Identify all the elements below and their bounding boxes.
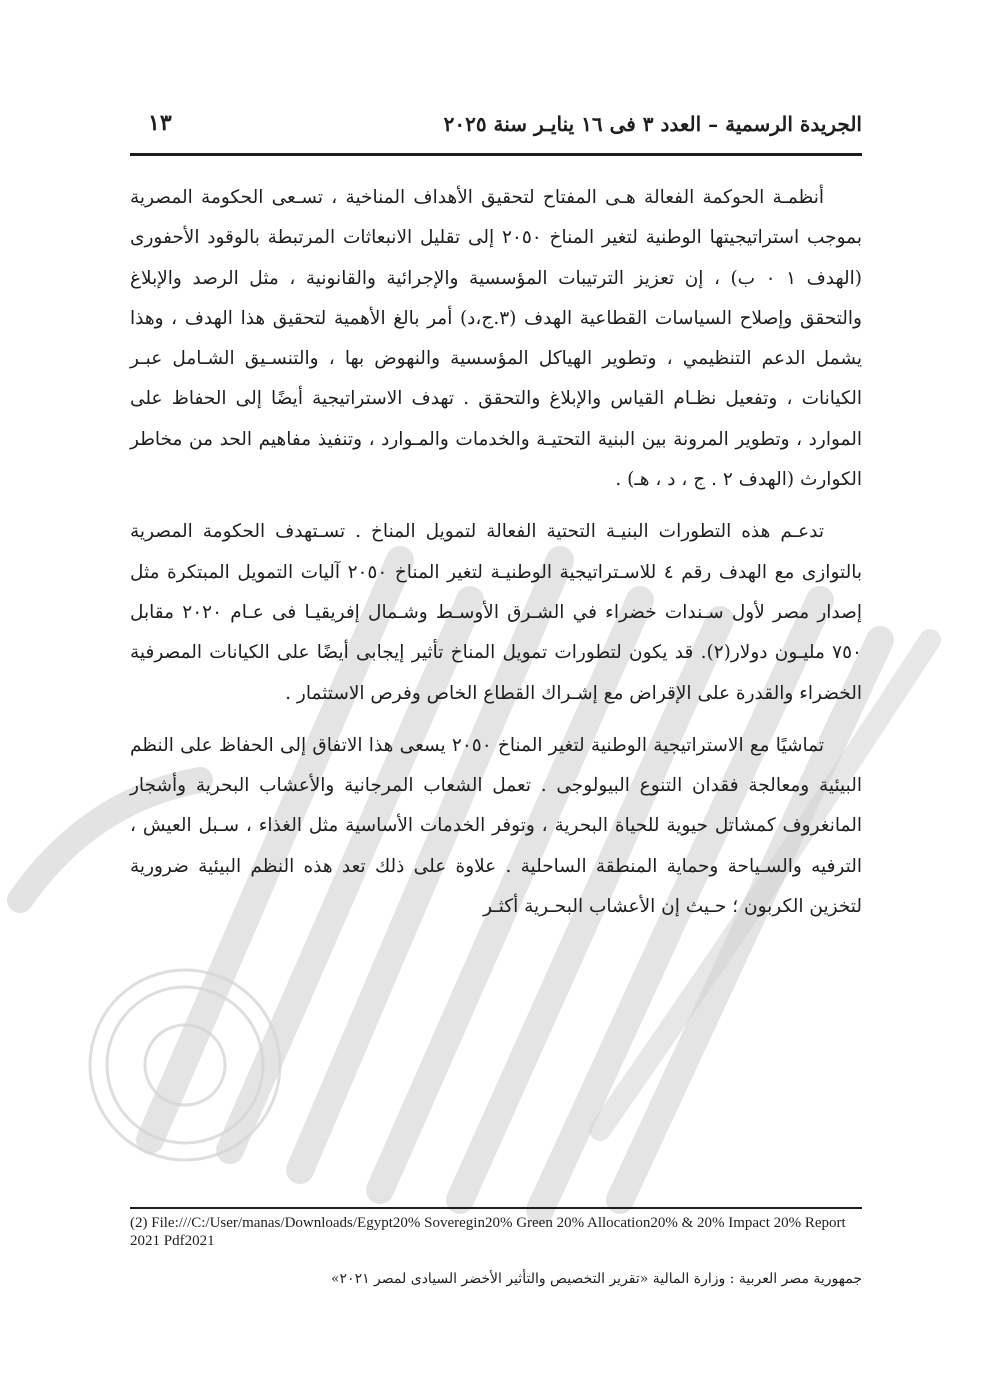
- gazette-title: الجريدة الرسمية – العدد ٣ فى ١٦ ينايـر سنة ٢٠٢٥: [443, 112, 862, 136]
- page-number: ١٣: [148, 110, 172, 136]
- footnote-source-english: (2) File:///C:/User/manas/Downloads/Egypt20% Soveregin20% Green 20% Allocation20% & 20% Impact 20% Report 2021 Pdf2021: [130, 1215, 846, 1249]
- paragraph-climate-finance: تدعـم هذه التطورات البنيـة التحتية الفعالة لتمويل المناخ . تسـتهدف الحكومة المصرية بالتوازى مع الهدف رقم ٤ للاسـتراتيجية الوطنيـة لتغير المناخ ٢٠٥٠ آليات التمويل المبتكرة مثل إصدار مصر لأول سـندات خضراء في الشـرق الأوسـط وشـمال إفريقيـا فى عـام ٢٠٢٠ مقابل ٧٥٠ مليـون دولار(٢). قد يكون لتطورات تمويل المناخ تأثير إيجابى أيضًا على الكيانات المصرفية الخضراء والقدرة على الإقراض مع إشـراك القطاع الخاص وفرص الاستثمار .: [130, 521, 863, 704]
- paragraph-ecosystems: تماشيًا مع الاستراتيجية الوطنية لتغير المناخ ٢٠٥٠ يسعى هذا الاتفاق إلى الحفاظ على النظم البيئية ومعالجة فقدان التنوع البيولوجى . تعمل الشعاب المرجانية والأعشاب البحرية وأشجار المانغروف كمشاتل حيوية للحياة البحرية ، وتوفر الخدمات الأساسية مثل الغذاء ، سـبل العيش ، الترفيه والسـياحة وحماية المنطقة الساحلية . علاوة على ذلك تعد هذه النظم البيئية ضرورية لتخزين الكربون ؛ حـيث إن الأعشاب البحـرية أكثـر: [130, 734, 862, 918]
- footnote-divider: [130, 1207, 862, 1209]
- paragraph-governance: أنظمـة الحوكمة الفعالة هـى المفتاح لتحقيق الأهداف المناخية ، تسـعى الحكومة المصرية بموجب استراتيجيتها الوطنية لتغير المناخ ٢٠٥٠ إلى تقليل الانبعاثات المرتبطة بالوقود الأحفورى (الهدف ١ ٠ ب) ، إن تعزيز الترتيبات المؤسسية والإجرائية والقانونية ، مثل الرصد والإبلاغ والتحقق وإصلاح السياسات القطاعية الهدف (٣.ج،د) أمر بالغ الأهمية لتحقيق هذا الهدف ، وهذا يشمل الدعم التنظيمي ، وتطوير الهياكل المؤسسية والنهوض بها ، والتنسـيق الشـامل عبـر الكيانات ، وتفعيل نظـام القياس والإبلاغ والتحقق . تهدف الاستراتيجية أيضًا إلى الحفاظ على الموارد ، وتطوير المرونة بين البنية التحتيـة والخدمات والمـوارد ، وتنفيذ مفاهيم الحد من مخاطر الكوارث (الهدف ٢ . ج ، د ، هـ) .: [130, 187, 862, 491]
- header-divider: [130, 153, 862, 156]
- body-text: [130, 178, 862, 927]
- page-header: [130, 108, 862, 148]
- footnote-source-arabic: جمهورية مصر العربية : وزارة المالية «تقرير التخصيص والتأثير الأخضر السيادى لمصر ٢٠٢١»: [330, 1271, 862, 1287]
